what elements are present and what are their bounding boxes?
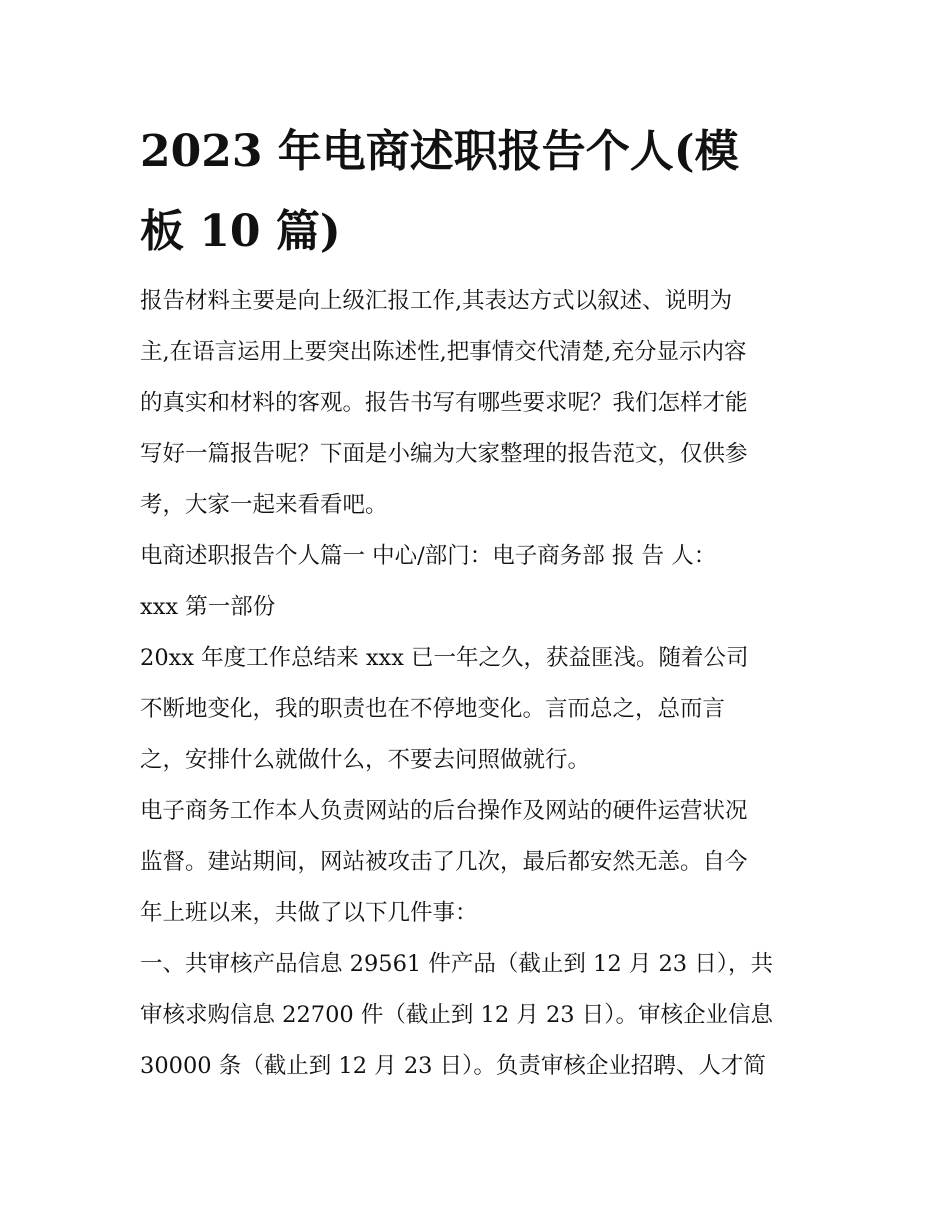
text-line: 考，大家一起来看看吧。 bbox=[140, 492, 388, 518]
text-line: 写好一篇报告呢？下面是小编为大家整理的报告范文，仅供参 bbox=[140, 441, 748, 467]
text-line: 的真实和材料的客观。报告书写有哪些要求呢？我们怎样才能 bbox=[140, 390, 748, 416]
paragraph-intro bbox=[140, 276, 820, 531]
paragraph-item-one bbox=[140, 939, 820, 1092]
paragraph-summary bbox=[140, 633, 820, 786]
text-line: 审核求购信息 22700 件（截止到 12 月 23 日）。审核企业信息 bbox=[140, 1002, 774, 1028]
text-line: 报告材料主要是向上级汇报工作,其表达方式以叙述、说明为 bbox=[140, 288, 733, 314]
text-line: 监督。建站期间，网站被攻击了几次，最后都安然无恙。自今 bbox=[140, 849, 748, 875]
document-body bbox=[140, 276, 820, 1092]
text-line: 电子商务工作本人负责网站的后台操作及网站的硬件运营状况 bbox=[140, 798, 748, 824]
text-line: 30000 条（截止到 12 月 23 日）。负责审核企业招聘、人才简 bbox=[140, 1053, 766, 1079]
paragraph-section-header bbox=[140, 531, 820, 633]
text-line: 年上班以来，共做了以下几件事： bbox=[140, 900, 478, 926]
title-line: 板 10 篇) bbox=[140, 206, 341, 257]
text-line: 20xx 年度工作总结来 xxx 已一年之久，获益匪浅。随着公司 bbox=[140, 645, 749, 671]
title-line: 2023 年电商述职报告个人(模 bbox=[140, 126, 739, 177]
paragraph-responsibilities bbox=[140, 786, 820, 939]
text-line: 电商述职报告个人篇一 中心/部门：电子商务部 报 告 人： bbox=[140, 543, 717, 569]
document-title bbox=[140, 112, 820, 272]
text-line: 不断地变化，我的职责也在不停地变化。言而总之，总而言 bbox=[140, 696, 726, 722]
text-line: 一、共审核产品信息 29561 件产品（截止到 12 月 23 日），共 bbox=[140, 951, 774, 977]
text-line: 之，安排什么就做什么，不要去问照做就行。 bbox=[140, 747, 591, 773]
text-line: xxx 第一部份 bbox=[140, 594, 276, 620]
text-line: 主,在语言运用上要突出陈述性,把事情交代清楚,充分显示内容 bbox=[140, 339, 747, 365]
